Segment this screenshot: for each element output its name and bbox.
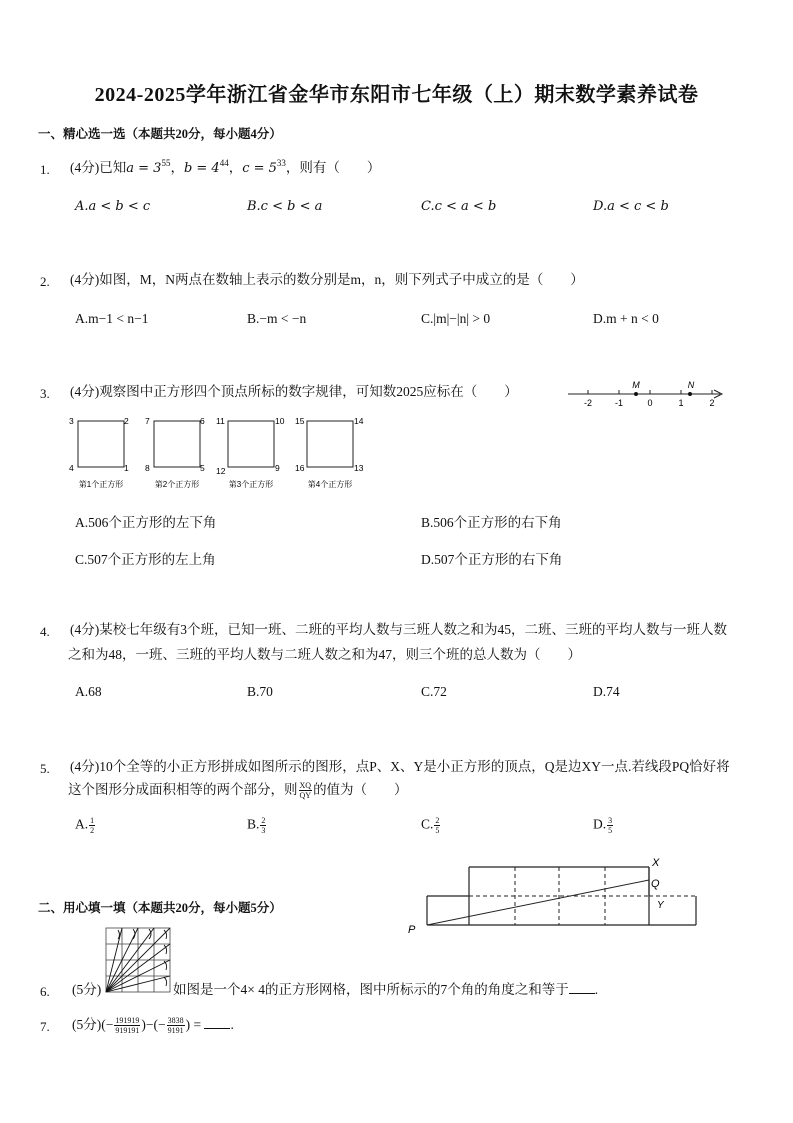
page-title: 2024-2025学年浙江省金华市东阳市七年级（上）期末数学素养试卷 [94, 84, 699, 106]
label-y: Y [657, 900, 664, 911]
q7-mid: )−(− [141, 1017, 166, 1032]
tick-label: 1 [678, 398, 684, 408]
q5-option-c[interactable] [421, 816, 441, 835]
q1-number: 1. [40, 162, 50, 177]
q2-number-line-figure [560, 378, 730, 410]
q5-text-line1: (4分)10个全等的小正方形拼成如图所示的图形，点P、X、Y是小正方形的顶点，Q是边XY一点.若线段PQ恰好将 [70, 759, 730, 774]
q5-ratio-num: XQ [299, 781, 312, 791]
q5-squares-figure [400, 852, 710, 938]
q1-option-d[interactable]: D.a < c < b [593, 199, 669, 214]
q1-option-b[interactable]: B.c < b < a [247, 199, 323, 214]
point-m-label: M [632, 380, 640, 390]
q3-number: 3. [40, 386, 50, 401]
square-caption: 第2个正方形 [154, 480, 200, 489]
q5-option-b[interactable] [247, 816, 267, 835]
q1-option-c[interactable]: C.c < a < b [421, 199, 497, 214]
q4-text-line2: 之和为48，一班、三班的平均人数与二班人数之和为47，则三个班的总人数为（ ） [68, 647, 581, 662]
q6-text [173, 978, 693, 1002]
q7-text [72, 1013, 772, 1037]
q1-option-a[interactable]: A.a < b < c [75, 199, 151, 214]
q1-c: c = 5 [242, 161, 277, 176]
option-prefix: B. [247, 816, 260, 832]
vertex-label: 4 [69, 463, 74, 473]
square-4 [295, 416, 364, 489]
q4-option-b[interactable]: B.70 [247, 684, 273, 699]
option-fraction [607, 816, 613, 835]
vertex-label: 14 [354, 416, 364, 426]
q7-fraction-1 [114, 1016, 140, 1035]
q2-option-c[interactable]: C.|m|−|n| > 0 [421, 311, 491, 326]
q7-number: 7. [40, 1019, 50, 1034]
option-fraction [89, 816, 95, 835]
q6-answer-blank[interactable] [569, 981, 595, 994]
fraction-num: 1 [90, 816, 95, 825]
point-m [634, 392, 638, 396]
square-caption: 第1个正方形 [78, 480, 124, 489]
vertex-label: 3 [69, 416, 74, 426]
vertex-label: 1 [124, 463, 129, 473]
option-prefix: C. [421, 816, 434, 832]
fraction-den: 2 [90, 826, 95, 835]
q1-prefix: (4分)已知 [70, 160, 127, 175]
q6-number: 6. [40, 984, 50, 999]
vertex-label: 13 [354, 463, 364, 473]
vertex-label: 9 [275, 463, 280, 473]
point-n-label: N [687, 380, 695, 390]
q7-answer-blank[interactable] [204, 1016, 230, 1029]
vertex-label: 11 [216, 416, 225, 426]
tick-label: 2 [709, 398, 715, 408]
section-heading-2: 二、用心填一填（本题共20分，每小题5分） [38, 901, 282, 915]
q3-option-a[interactable]: A.506个正方形的左下角 [75, 515, 217, 530]
fraction-den: 5 [435, 826, 440, 835]
tick-label: -1 [614, 398, 624, 408]
square-outline [307, 421, 353, 467]
q6-end: . [594, 982, 599, 997]
q5-option-a[interactable] [75, 816, 96, 835]
vertex-label: 7 [145, 416, 150, 426]
fraction-num: 3838 [167, 1016, 184, 1026]
option-prefix: A. [75, 816, 89, 832]
fraction-den: 3 [261, 826, 266, 835]
q2-option-d[interactable]: D.m + n < 0 [593, 311, 659, 326]
q5-number: 5. [40, 761, 50, 776]
q5-line2-start: 这个图形分成面积相等的两个部分，则 [68, 782, 298, 797]
vertex-label: 12 [216, 466, 226, 476]
square-outline [78, 421, 124, 467]
q2-option-a[interactable]: A.m−1 < n−1 [75, 311, 149, 326]
q1-suffix: ，则有（ ） [285, 160, 381, 175]
fraction-num: 2 [435, 816, 440, 825]
option-fraction [434, 816, 440, 835]
q5-text-line2 [68, 778, 768, 802]
fraction-num: 191919 [115, 1016, 140, 1026]
option-prefix: D. [593, 816, 607, 832]
q6-prefix: (5分) [72, 982, 102, 997]
q4-text-line1: (4分)某校七年级有3个班，已知一班、二班的平均人数与三班人数之和为45，二班、三班的平均人数与一班人数 [70, 622, 727, 637]
q1-c-exp: 33 [276, 158, 286, 168]
vertex-label: 2 [124, 416, 129, 426]
q3-squares-figure [64, 412, 376, 494]
q1-a: a = 3 [126, 161, 162, 176]
section-heading-1: 一、精心选一选（本题共20分，每小题4分） [38, 127, 282, 141]
tick-label: -2 [583, 398, 593, 408]
vertex-label: 6 [200, 416, 205, 426]
square-1 [69, 416, 129, 489]
fraction-num: 3 [608, 816, 613, 825]
q7-fraction-2 [167, 1016, 185, 1035]
q4-option-c[interactable]: C.72 [421, 684, 447, 699]
q2-number: 2. [40, 274, 50, 289]
q1-text: (4分)已知$a = 3^{55}$，$b = 4^{44}$，$c = 5^{33}$，则有（ ） [70, 158, 381, 176]
q1-a-exp: 55 [161, 158, 171, 168]
q1-b-exp: 44 [219, 158, 229, 168]
q7-end: . [230, 1017, 234, 1032]
q5-option-d[interactable] [593, 816, 614, 835]
q2-text: (4分)如图，M，N两点在数轴上表示的数分别是m，n，则下列式子中成立的是（ ） [70, 272, 584, 287]
option-fraction [260, 816, 266, 835]
fraction-den: 919191 [115, 1026, 140, 1036]
square-2 [145, 416, 205, 489]
q7-prefix: (5分)(− [72, 1017, 114, 1032]
vertex-label: 16 [295, 463, 305, 473]
square-outline [228, 421, 274, 467]
vertex-label: 8 [145, 463, 150, 473]
q3-option-b[interactable]: B.506个正方形的右下角 [421, 515, 562, 530]
vertex-label: 5 [200, 463, 205, 473]
q1-b: b = 4 [183, 161, 220, 176]
label-x: X [652, 857, 660, 869]
q4-option-d[interactable]: D.74 [593, 684, 620, 699]
q4-number: 4. [40, 624, 50, 639]
q6-body: 如图是一个4× 4的正方形网格，图中所标示的7个角的角度之和等于 [173, 982, 569, 997]
segment-pq [427, 880, 649, 925]
fraction-den: 5 [608, 826, 613, 835]
q5-ratio-fraction [299, 781, 313, 800]
tick-label: 0 [647, 398, 653, 408]
angle-arc [118, 930, 120, 939]
q7-suffix: ) = [185, 1017, 202, 1032]
point-n [688, 392, 692, 396]
vertex-label: 10 [275, 416, 285, 426]
q4-option-a[interactable]: A.68 [75, 684, 102, 699]
q2-option-b[interactable]: B.−m < −n [247, 311, 307, 326]
fraction-num: 2 [261, 816, 266, 825]
label-q: Q [651, 878, 660, 890]
fraction-den: 9191 [167, 1026, 184, 1036]
square-outline [154, 421, 200, 467]
label-p: P [408, 924, 416, 936]
q3-option-d[interactable]: D.507个正方形的右下角 [421, 552, 563, 567]
square-caption: 第4个正方形 [307, 480, 353, 489]
square-3 [216, 416, 285, 489]
q3-option-c[interactable]: C.507个正方形的左上角 [75, 552, 216, 567]
square-caption: 第3个正方形 [228, 480, 274, 489]
vertex-label: 15 [295, 416, 305, 426]
q3-text: (4分)观察图中正方形四个顶点所标的数字规律，可知数2025应标在（ ） [70, 384, 518, 399]
q5-ratio-den: QY [299, 791, 312, 801]
q5-line2-end: 的值为（ ） [313, 782, 408, 797]
